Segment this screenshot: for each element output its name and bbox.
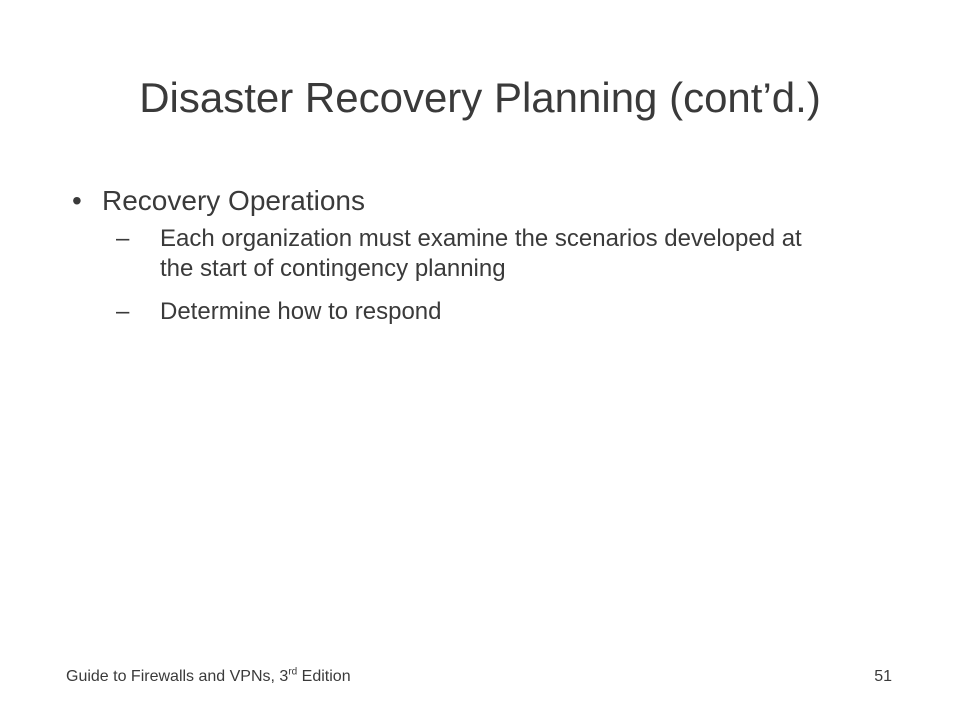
slide-title: Disaster Recovery Planning (cont’d.) xyxy=(139,74,821,121)
bullet-text: Recovery Operations xyxy=(102,185,366,216)
bullet-list xyxy=(72,182,832,340)
dash-marker: – xyxy=(116,225,130,252)
footer-book-title xyxy=(66,667,351,687)
page-number: 51 xyxy=(874,668,892,685)
sub-bullet-text: Each organization must examine the scenarios developed at the start of contingency planning xyxy=(160,225,802,282)
sub-bullet-text: Determine how to respond xyxy=(160,298,442,325)
bullet-item xyxy=(72,182,832,327)
footer-edition-word: Edition xyxy=(297,668,351,685)
bullet-marker: • xyxy=(72,185,82,216)
sub-bullet-item xyxy=(116,224,832,284)
footer-edition-superscript: rd xyxy=(288,666,298,678)
sub-bullet-item xyxy=(116,297,832,327)
sub-bullet-list xyxy=(102,224,832,327)
footer-title-text: Guide to Firewalls and VPNs, 3 xyxy=(66,668,289,685)
dash-marker: – xyxy=(116,298,130,325)
